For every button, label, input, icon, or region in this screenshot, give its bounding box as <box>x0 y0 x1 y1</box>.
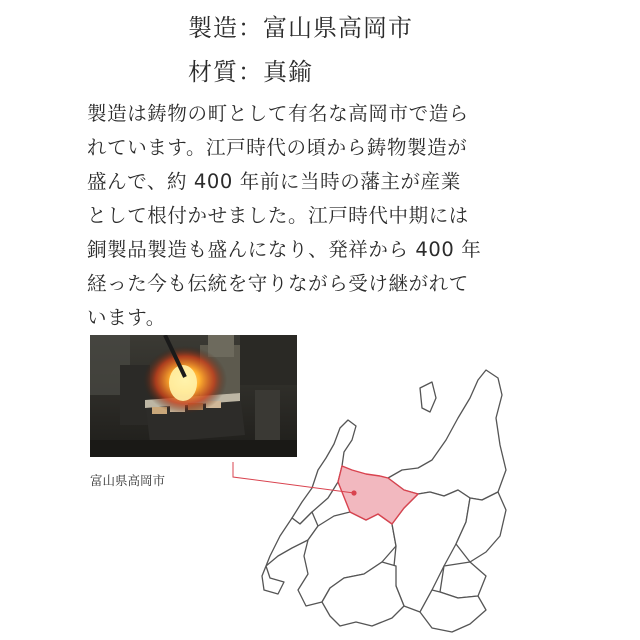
description-line: れています。江戸時代の頃から鋳物製造が <box>87 136 468 159</box>
description-line: 銅製品製造も盛んになり、発祥から 400 年 <box>87 238 482 261</box>
takaoka-marker <box>351 490 356 495</box>
photo-caption: 富山県高岡市 <box>90 473 166 488</box>
manufacture-spec: 製造：富山県高岡市 <box>188 14 413 42</box>
map-region-shizuoka <box>420 590 486 632</box>
material-spec: 材質：真鍮 <box>188 58 313 86</box>
map-region-yamanashi <box>440 562 486 598</box>
description-line: 製造は鋳物の町として有名な高岡市で造ら <box>87 102 469 125</box>
description-line: として根付かせました。江戸時代中期には <box>87 204 469 227</box>
description-line: 経った今も伝統を守りながら受け継がれて <box>87 272 469 295</box>
map-region-niigata <box>388 370 506 500</box>
map-region-sado-island <box>420 382 436 412</box>
description-line: 盛んで、約 400 年前に当時の藩主が産業 <box>87 170 461 193</box>
description-line: います。 <box>87 306 166 329</box>
